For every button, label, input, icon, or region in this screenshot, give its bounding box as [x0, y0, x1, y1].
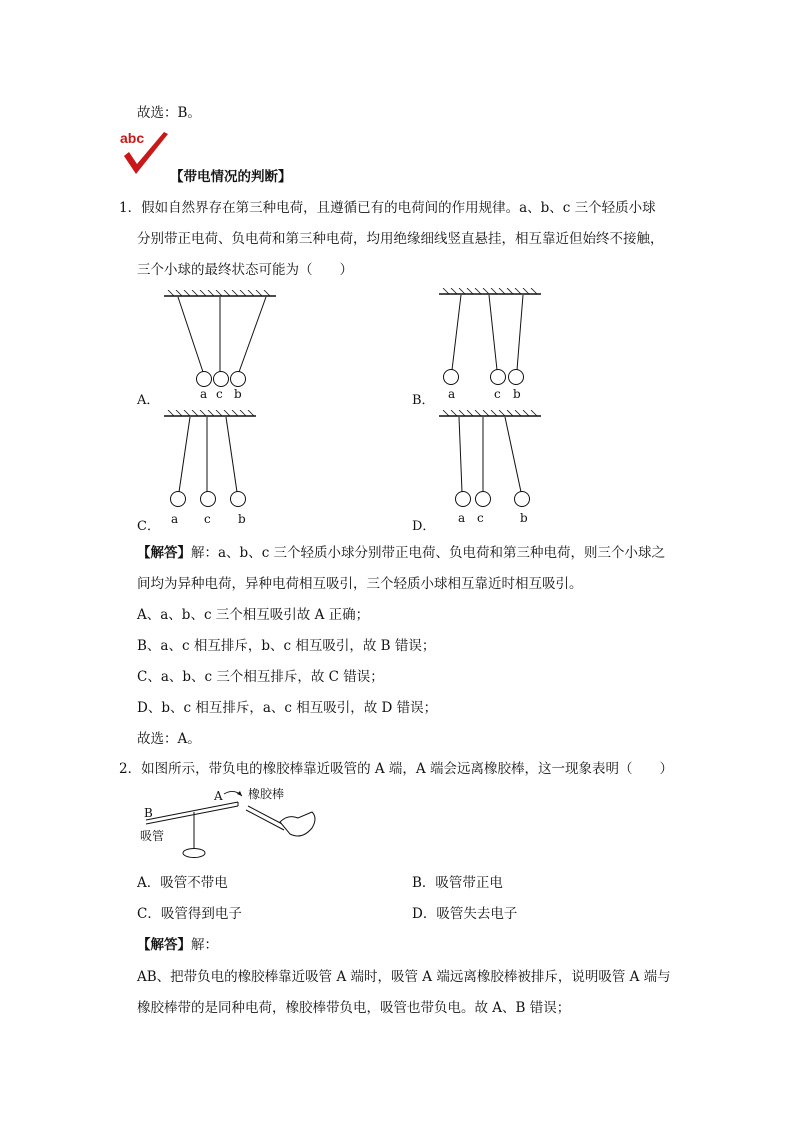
figure-label-rod: 橡胶棒: [248, 787, 285, 801]
q2-line-1: 2．如图所示，带负电的橡胶棒靠近吸管的 A 端，A 端会远离橡胶棒，这一现象表明（ ）: [119, 761, 673, 777]
sol1-line-c: C、a、b、c 三个相互排斥，故 C 错误；: [137, 669, 384, 685]
figure-label-a: A: [214, 789, 223, 803]
ball-label: b: [520, 511, 528, 525]
ball-label: a: [458, 511, 466, 525]
q1-line-1: 1．假如自然界存在第三种电荷，且遵循已有的电荷间的作用规律。a、b、c 三个轻质小球: [119, 200, 656, 216]
q1-line-2: 分别带正电荷、负电荷和第三种电荷，均用绝缘细线竖直悬挂，相互靠近但始终不接触，: [137, 231, 664, 247]
ball-label: b: [513, 387, 521, 401]
sol1-answer: 故选：A。: [137, 731, 201, 747]
solution-tag: 【解答】: [137, 937, 191, 953]
q1-option-c-label: C．: [137, 519, 160, 534]
q1-figure-d: [435, 410, 545, 528]
q2-option-d: D．吸管失去电子: [412, 906, 518, 922]
ball-label: c: [204, 512, 211, 526]
ball-label: a: [448, 387, 456, 401]
q2-figure: [140, 784, 320, 864]
q1-figure-a: [160, 290, 280, 402]
ball-label: a: [171, 512, 179, 526]
q2-option-b: B．吸管带正电: [412, 875, 503, 891]
sol2-head-text: 解：: [191, 937, 218, 953]
sol2-line-2: 橡胶棒带的是同种电荷，橡胶棒带负电，吸管也带负电。故 A、B 错误；: [137, 1000, 571, 1016]
q1-figure-c: [160, 410, 260, 528]
abc-check-logo: [118, 126, 174, 182]
sol2-line-1: AB、把带负电的橡胶棒靠近吸管 A 端时，吸管 A 端远离橡胶棒被排斥，说明吸管 A 端与: [137, 969, 671, 985]
ball-label: b: [238, 512, 246, 526]
q2-option-c: C．吸管得到电子: [137, 906, 242, 922]
sol1-line-d: D、b、c 相互排斥，a、c 相互吸引，故 D 错误；: [137, 700, 438, 716]
logo-text: abc: [120, 130, 145, 146]
previous-answer: 故选：B。: [137, 105, 201, 121]
sol1-line-a: A、a、b、c 三个相互吸引故 A 正确；: [137, 607, 370, 623]
q2-option-a: A．吸管不带电: [137, 875, 228, 891]
q1-figure-b: [435, 288, 545, 402]
figure-label-b: B: [144, 806, 153, 820]
ball-label: a: [200, 387, 208, 401]
ball-label: c: [477, 511, 484, 525]
q1-option-b-label: B．: [412, 393, 435, 408]
section-title: 【带电情况的判断】: [170, 169, 292, 185]
sol1-text-1: 解：a、b、c 三个轻质小球分别带正电荷、负电荷和第三种电荷，则三个小球之: [191, 545, 666, 561]
ball-label: c: [216, 387, 223, 401]
figure-label-straw: 吸管: [140, 829, 165, 843]
sol2-head: [137, 936, 218, 954]
ball-label: b: [234, 387, 242, 401]
ball-label: c: [494, 387, 501, 401]
solution-tag: 【解答】: [137, 545, 191, 561]
q1-option-d-label: D．: [412, 519, 436, 534]
q1-option-a-label: A．: [137, 393, 160, 408]
q1-line-3: 三个小球的最终状态可能为（ ）: [137, 262, 353, 278]
sol1-line-1: [137, 544, 665, 562]
sol1-line-b: B、a、c 相互排斥，b、c 相互吸引，故 B 错误；: [137, 638, 436, 654]
sol1-line-2: 间均为异种电荷，异种电荷相互吸引，三个轻质小球相互靠近时相互吸引。: [137, 576, 583, 592]
